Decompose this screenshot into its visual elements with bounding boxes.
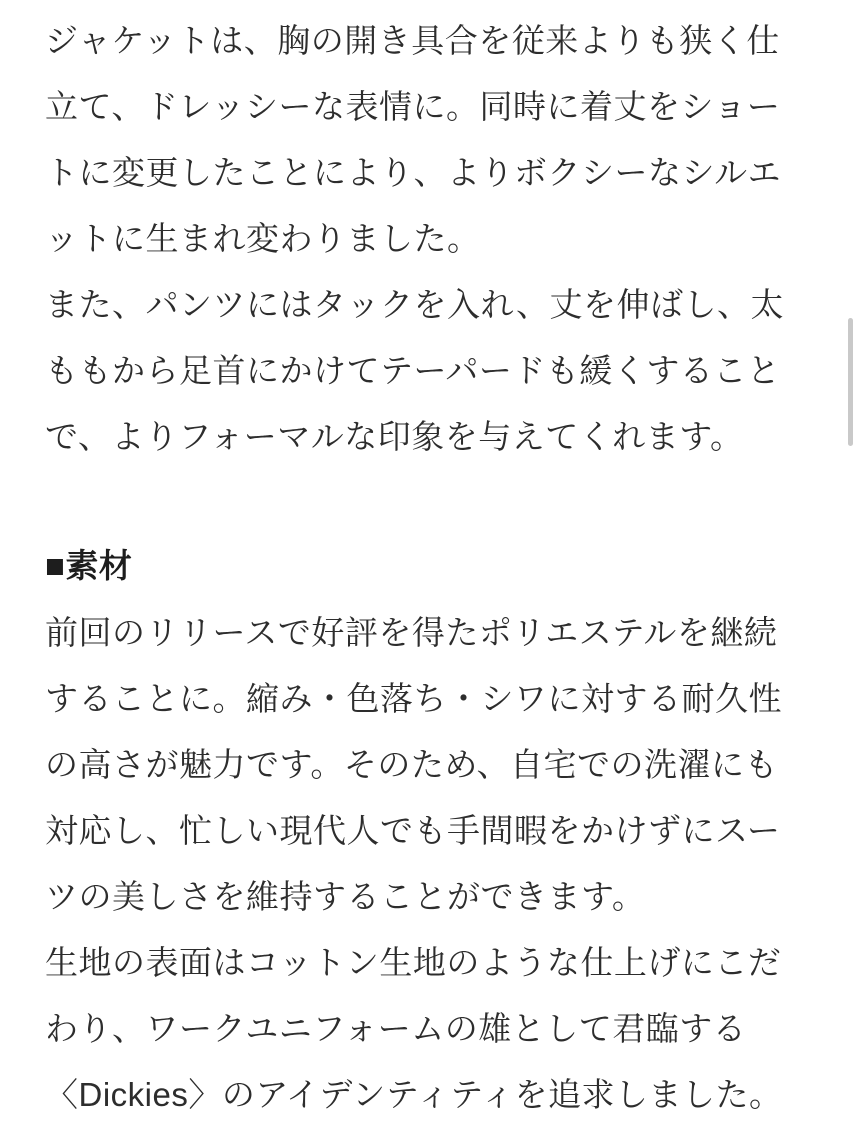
heading-material: ■素材 bbox=[45, 547, 133, 584]
scrollbar-track[interactable] bbox=[853, 0, 859, 1080]
paragraph-material-1: 前回のリリースで好評を得たポリエステルを継続することに。縮み・色落ち・シワに対する耐久性の高さが魅力です。そのため、自宅での洗濯にも対応し、忙しい現代人でも手間暇をかけずにスーツの美しさを維持することができます。 bbox=[45, 614, 782, 915]
paragraph-pants: また、パンツにはタックを入れ、丈を伸ばし、太ももから足首にかけてテーパードも緩くすることで、よりフォーマルな印象を与えてくれます。 bbox=[45, 286, 784, 455]
paragraph-material-2: 生地の表面はコットン生地のような仕上げにこだわり、ワークユニフォームの雄として君臨する〈Dickies〉のアイデンティティを追求しました。 bbox=[45, 944, 783, 1113]
scrollbar-thumb[interactable] bbox=[848, 318, 853, 446]
paragraph-jacket: ジャケットは、胸の開き具合を従来よりも狭く仕立て、ドレッシーな表情に。同時に着丈をショートに変更したことにより、よりボクシーなシルエットに生まれ変わりました。 bbox=[45, 22, 782, 257]
article-body bbox=[45, 0, 790, 1128]
section-spacer bbox=[45, 470, 790, 536]
